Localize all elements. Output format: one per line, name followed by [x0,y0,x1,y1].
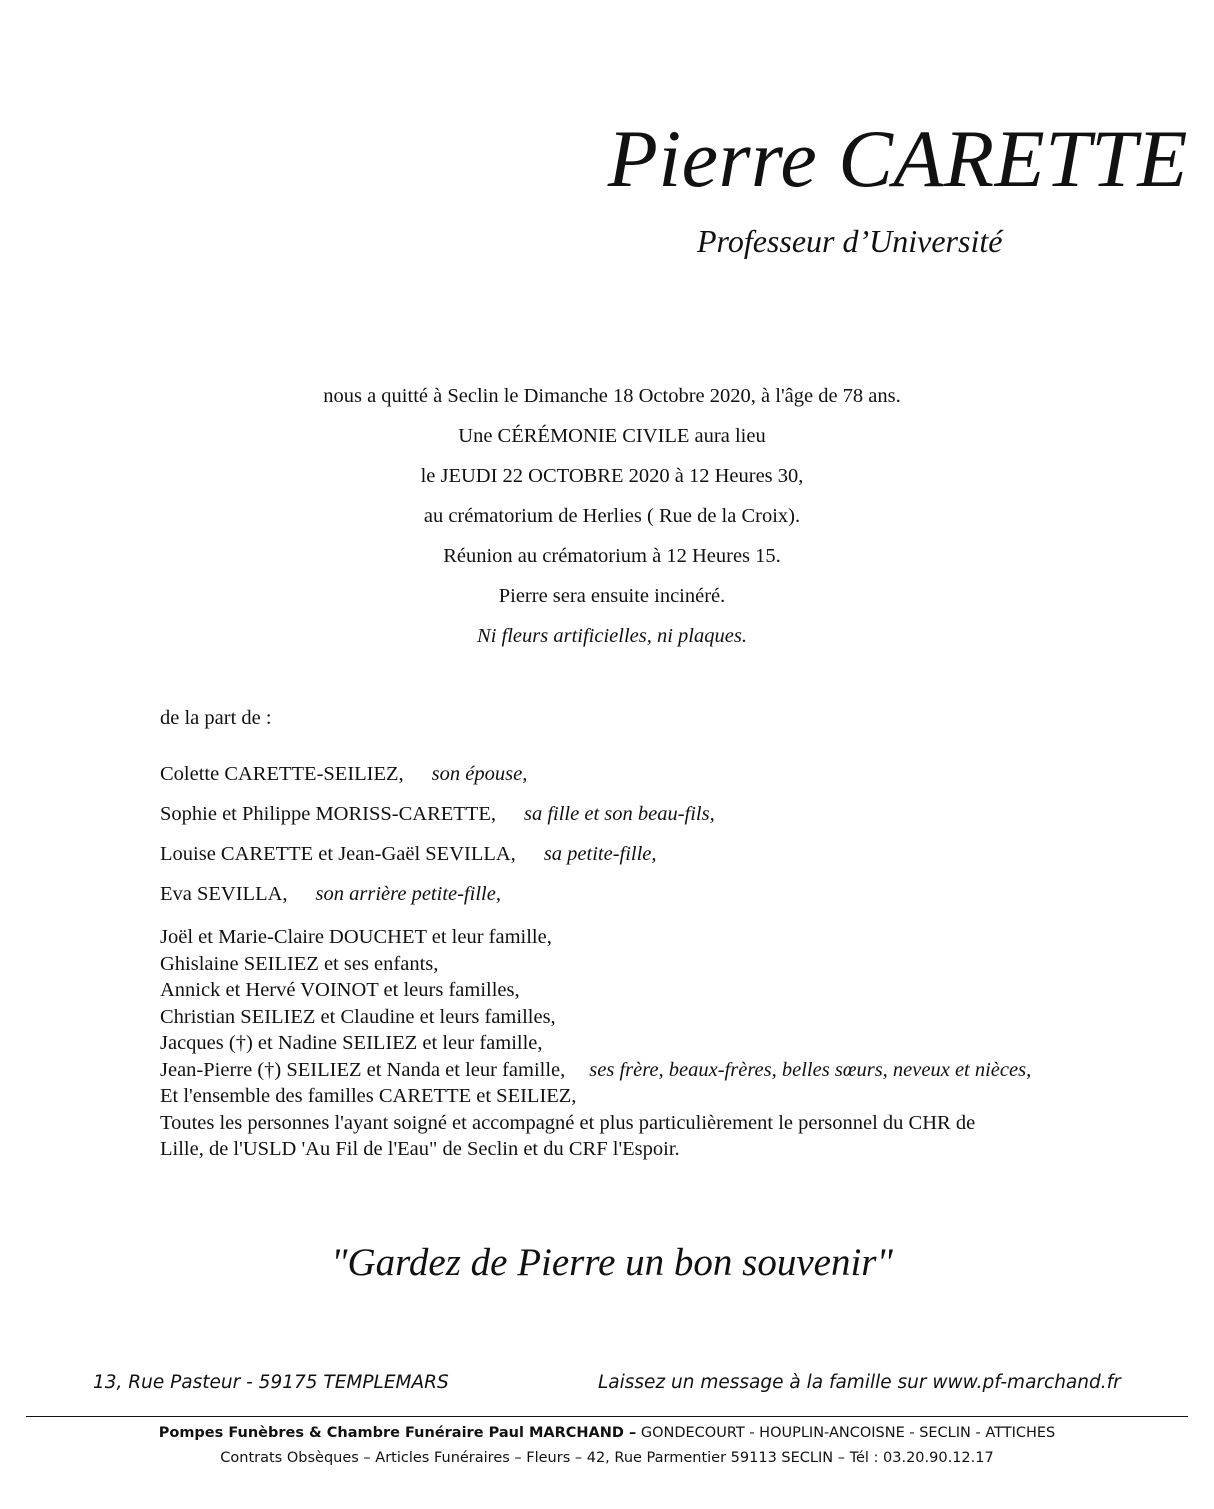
relative-relation: son épouse, [431,763,528,785]
relative-names: Eva SEVILLA, [160,883,288,905]
announcement-line: au crématorium de Herlies ( Rue de la Croix). [423,505,801,527]
relative-names: Sophie et Philippe MORISS-CARETTE, [160,803,496,825]
relative-relation: sa fille et son beau-fils, [523,803,715,825]
message-invite: Laissez un message à la famille sur www.pf-marchand.fr [598,1372,1121,1393]
announcement-line: Pierre sera ensuite incinéré. [498,585,726,607]
announcement-line: nous a quitté à Seclin le Dimanche 18 Octobre 2020, à l'âge de 78 ans. [323,385,901,407]
relative-names: Colette CARETTE-SEILIEZ, [160,763,404,785]
relative-row [160,883,501,906]
relative-row [160,843,657,866]
company-locations: GONDECOURT - HOUPLIN-ANCOISNE - SECLIN - ATTICHES [636,1425,1056,1441]
family-list [160,924,1160,1163]
family-line-names: Jean-Pierre (†) SEILIEZ et Nanda et leur famille, [160,1058,566,1081]
footer-divider [26,1416,1188,1417]
relative-row [160,763,527,786]
funeral-home-address: 13, Rue Pasteur - 59175 TEMPLEMARS [93,1372,449,1393]
relative-row [160,803,715,826]
announcement-line: Réunion au crématorium à 12 Heures 15. [443,545,781,567]
relative-relation: sa petite-fille, [543,843,657,865]
company-line [0,1425,1214,1441]
family-line: Ghislaine SEILIEZ et ses enfants, [160,952,439,975]
family-line: Annick et Hervé VOINOT et leurs familles, [160,979,520,1001]
family-relation: ses frère, beaux-frères, belles sœurs, neveux et nièces, [589,1058,1032,1081]
family-line [160,1057,1160,1084]
company-name: Pompes Funèbres & Chambre Funéraire Paul MARCHAND – [158,1425,637,1441]
family-line: Jacques (†) et Nadine SEILIEZ et leur famille, [160,1032,543,1054]
deceased-title: Professeur d’Université [697,223,1003,259]
company-services: Contrats Obsèques – Articles Funéraires – Fleurs – 42, Rue Parmentier 59113 SECLIN – Tél : 03.20.90.12.17 [220,1450,994,1466]
announcement-block [0,381,1214,661]
deceased-name: Pierre CARETTE [607,113,1188,204]
family-closing-line: Toutes les personnes l'ayant soigné et accompagné et plus particulièrement le personnel du CHR de [160,1111,976,1134]
family-line: Christian SEILIEZ et Claudine et leurs familles, [160,1005,556,1028]
family-closing-line: Lille, de l'USLD 'Au Fil de l'Eau" de Seclin et du CRF l'Espoir. [160,1138,680,1160]
family-line: Joël et Marie-Claire DOUCHET et leur famille, [160,926,552,948]
memorial-quote: "Gardez de Pierre un bon souvenir" [331,1241,893,1284]
announcement-line: Une CÉRÉMONIE CIVILE aura lieu [458,425,766,447]
relative-relation: son arrière petite-fille, [315,883,501,905]
announcement-note: Ni fleurs artificielles, ni plaques. [477,625,747,647]
relative-names: Louise CARETTE et Jean-Gaël SEVILLA, [160,843,516,865]
family-closing-line: Et l'ensemble des familles CARETTE et SEILIEZ, [160,1085,577,1107]
from-label: de la part de : [160,707,272,729]
announcement-line: le JEUDI 22 OCTOBRE 2020 à 12 Heures 30, [420,465,804,487]
